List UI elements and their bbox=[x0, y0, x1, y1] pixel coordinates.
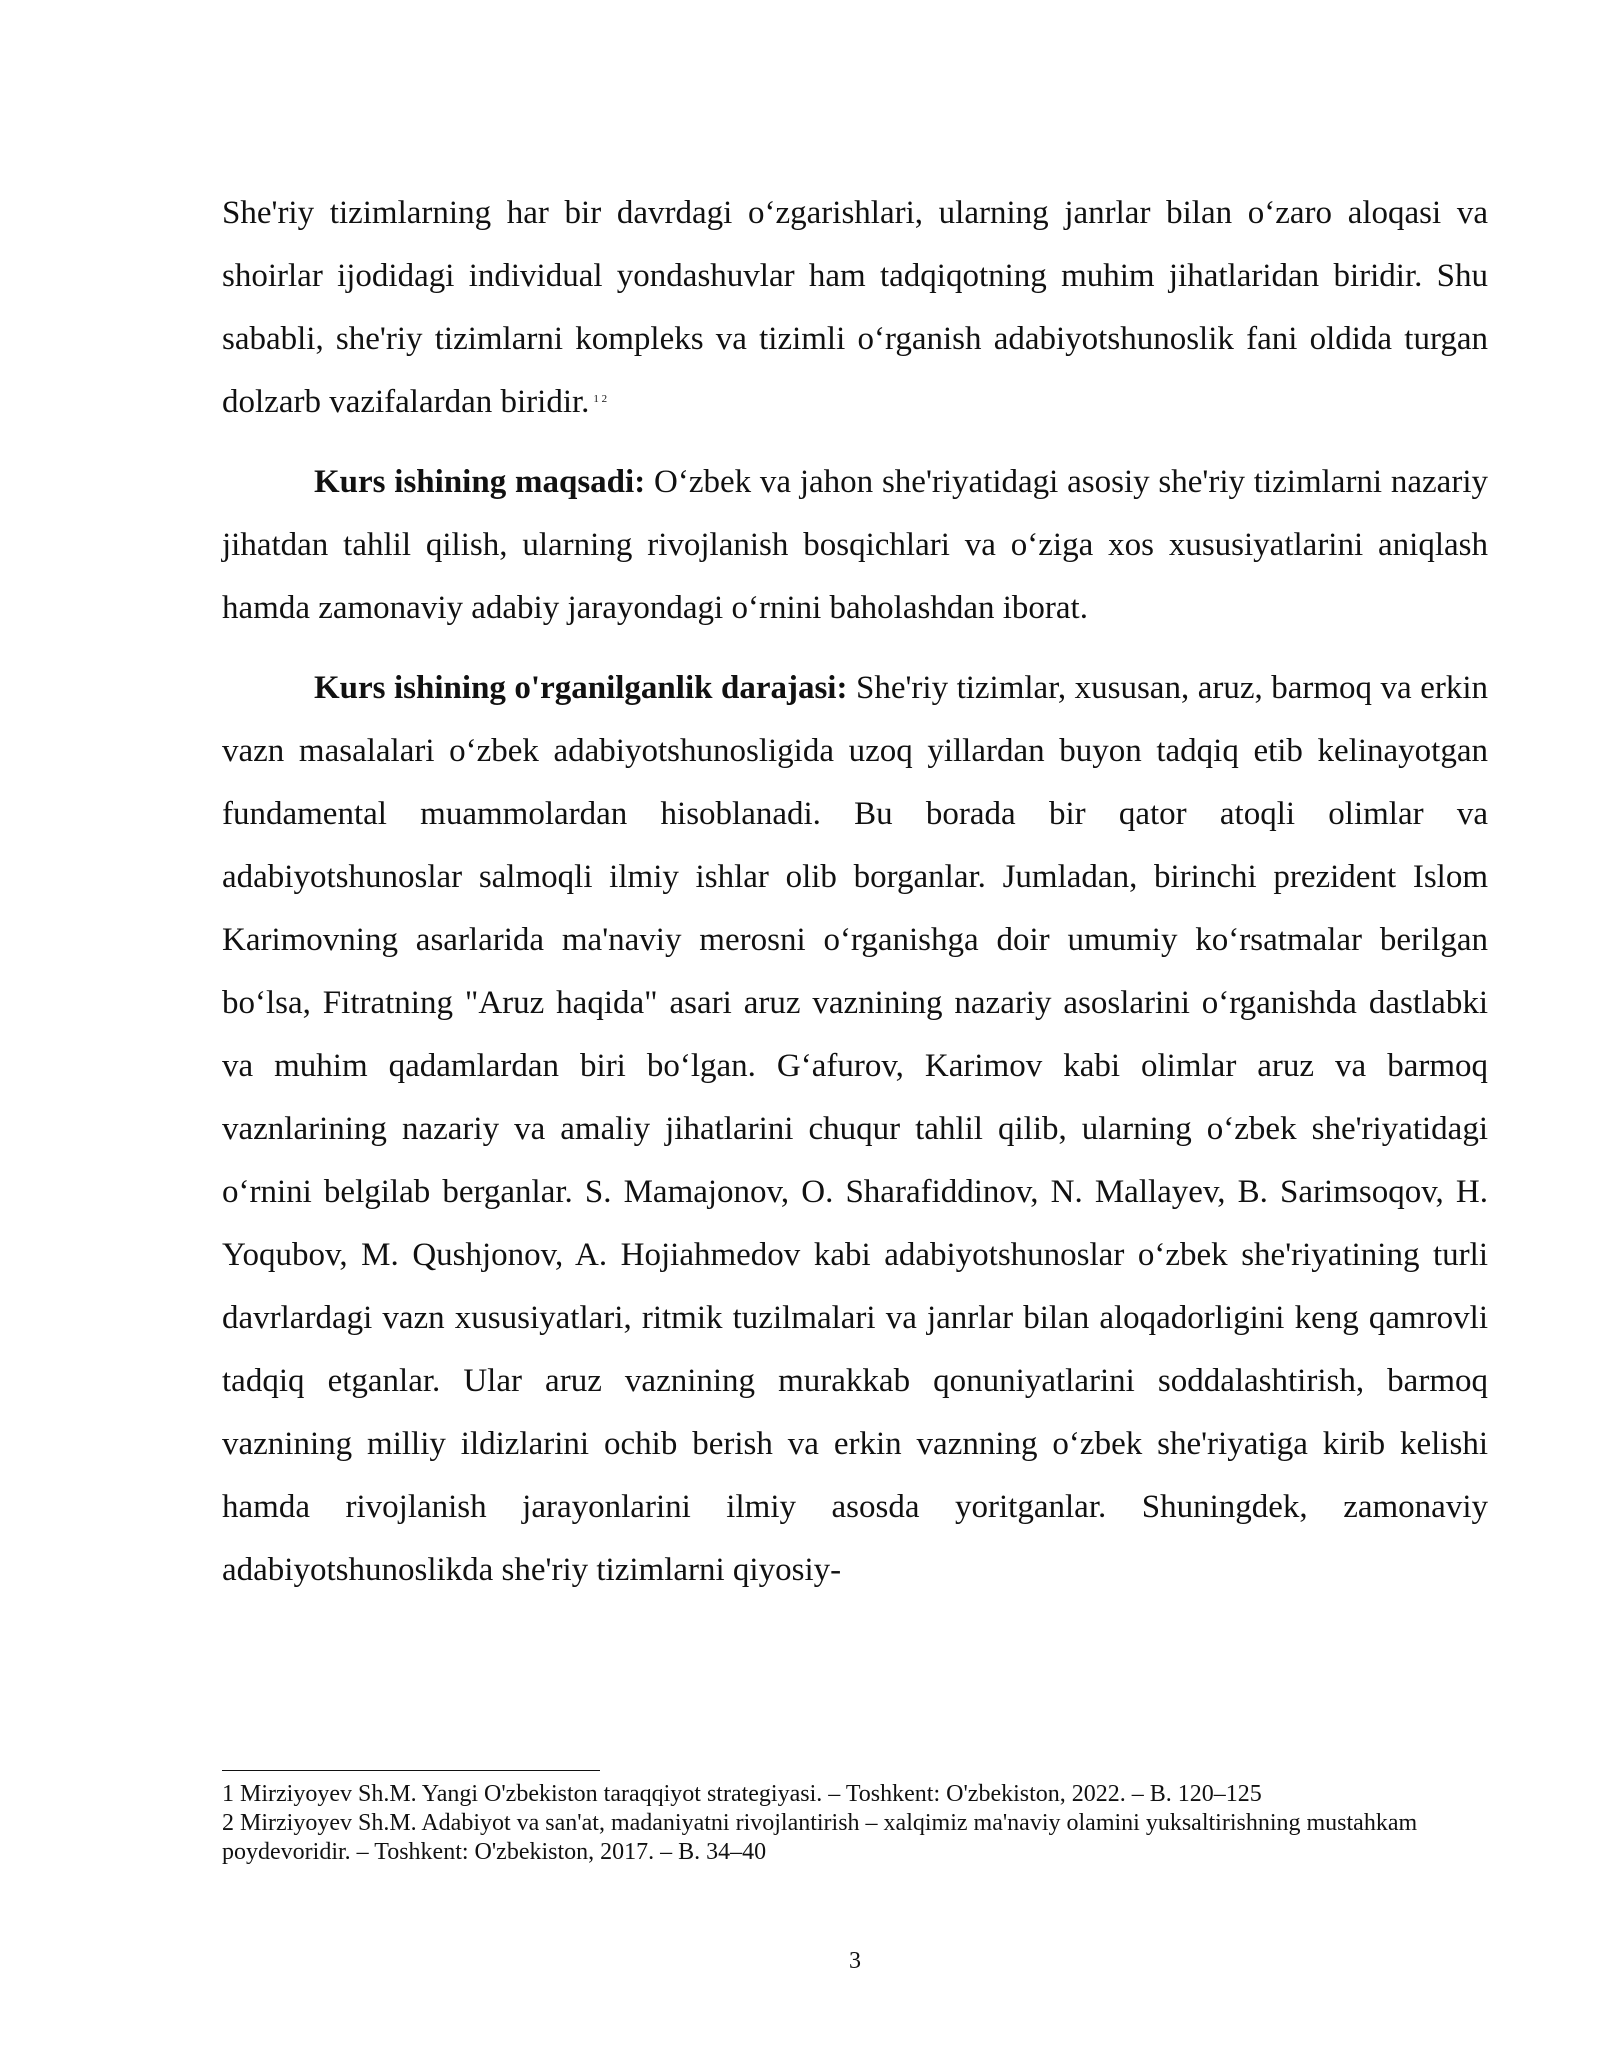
footnote-2-number: 2 bbox=[222, 1810, 234, 1836]
footnote-1-number: 1 bbox=[222, 1781, 234, 1807]
goal-text: O‘zbek va jahon she'riyatidagi asosiy she'riy tizimlarni nazariy jihatdan tahlil qilish, ularning rivojlanish bosqichlari va o‘ziga xos xususiyatlarini aniqlash hamda zamonaviy adabiy jarayondagi o‘rnini baholashdan iborat. bbox=[222, 464, 1488, 626]
footnotes-section bbox=[222, 1780, 1488, 1867]
footnote-reference-marks: 1 2 bbox=[593, 393, 608, 405]
paragraph-research-level bbox=[222, 657, 1488, 1602]
footnote-1 bbox=[222, 1780, 1488, 1809]
page-number: 3 bbox=[849, 1948, 861, 1974]
footnote-2-text: Mirziyoyev Sh.M. Adabiyot va san'at, madaniyatni rivojlantirish – xalqimiz ma'naviy olamini yuksaltirishning mustahkam poydevoridir. – Toshkent: O'zbekiston, 2017. – B. 34–40 bbox=[222, 1810, 1418, 1865]
paragraph-intro bbox=[222, 182, 1488, 434]
goal-heading: Kurs ishining maqsadi: bbox=[314, 464, 646, 500]
research-level-text: She'riy tizimlar, xususan, aruz, barmoq va erkin vazn masalalari o‘zbek adabiyotshunosligida uzoq yillardan buyon tadqiq etib kelinayotgan fundamental muammolardan hisoblanadi. Bu borada bir qator atoqli olimlar va adabiyotshunoslar salmoqli ilmiy ishlar olib borganlar. Jumladan, birinchi prezident Islom Karimovning asarlarida ma'naviy merosni o‘rganishga doir umumiy ko‘rsatmalar berilgan bo‘lsa, Fitratning "Aruz haqida" asari aruz vaznining nazariy asoslarini o‘rganishda dastlabki va muhim qadamlardan biri bo‘lgan. G‘afurov, Karimov kabi olimlar aruz va barmoq vaznlarining nazariy va amaliy jihatlarini chuqur tahlil qilib, ularning o‘zbek she'riyatidagi o‘rnini belgilab berganlar. S. Mamajonov, O. Sharafiddinov, N. Mallayev, B. Sarimsoqov, H. Yoqubov, M. Qushjonov, A. Hojiahmedov kabi adabiyotshunoslar o‘zbek she'riyatining turli davrlardagi vazn xususiyatlari, ritmik tuzilmalari va janrlar bilan aloqadorligini keng qamrovli tadqiq etganlar. Ular aruz vaznining murakkab qonuniyatlarini soddalashtirish, barmoq vaznining milliy ildizlarini ochib berish va erkin vaznning o‘zbek she'riyatiga kirib kelishi hamda rivojlanish jarayonlarini ilmiy asosda yoritganlar. Shuningdek, zamonaviy adabiyotshunoslikda she'riy tizimlarni qiyosiy- bbox=[222, 670, 1488, 1588]
research-level-heading: Kurs ishining o'rganilganlik darajasi: bbox=[314, 670, 848, 706]
footnote-2 bbox=[222, 1809, 1488, 1867]
footnote-separator bbox=[222, 1770, 600, 1771]
paragraph-goal bbox=[222, 451, 1488, 640]
page-body bbox=[222, 182, 1488, 1602]
footnote-1-text: Mirziyoyev Sh.M. Yangi O'zbekiston taraqqiyot strategiyasi. – Toshkent: O'zbekiston, 2022. – B. 120–125 bbox=[240, 1781, 1262, 1807]
paragraph-intro-text: She'riy tizimlarning har bir davrdagi o‘zgarishlari, ularning janrlar bilan o‘zaro aloqasi va shoirlar ijodidagi individual yondashuvlar ham tadqiqotning muhim jihatlaridan biridir. Shu sababli, she'riy tizimlarni kompleks va tizimli o‘rganish adabiyotshunoslik fani oldida turgan dolzarb vazifalardan biridir. bbox=[222, 195, 1488, 420]
